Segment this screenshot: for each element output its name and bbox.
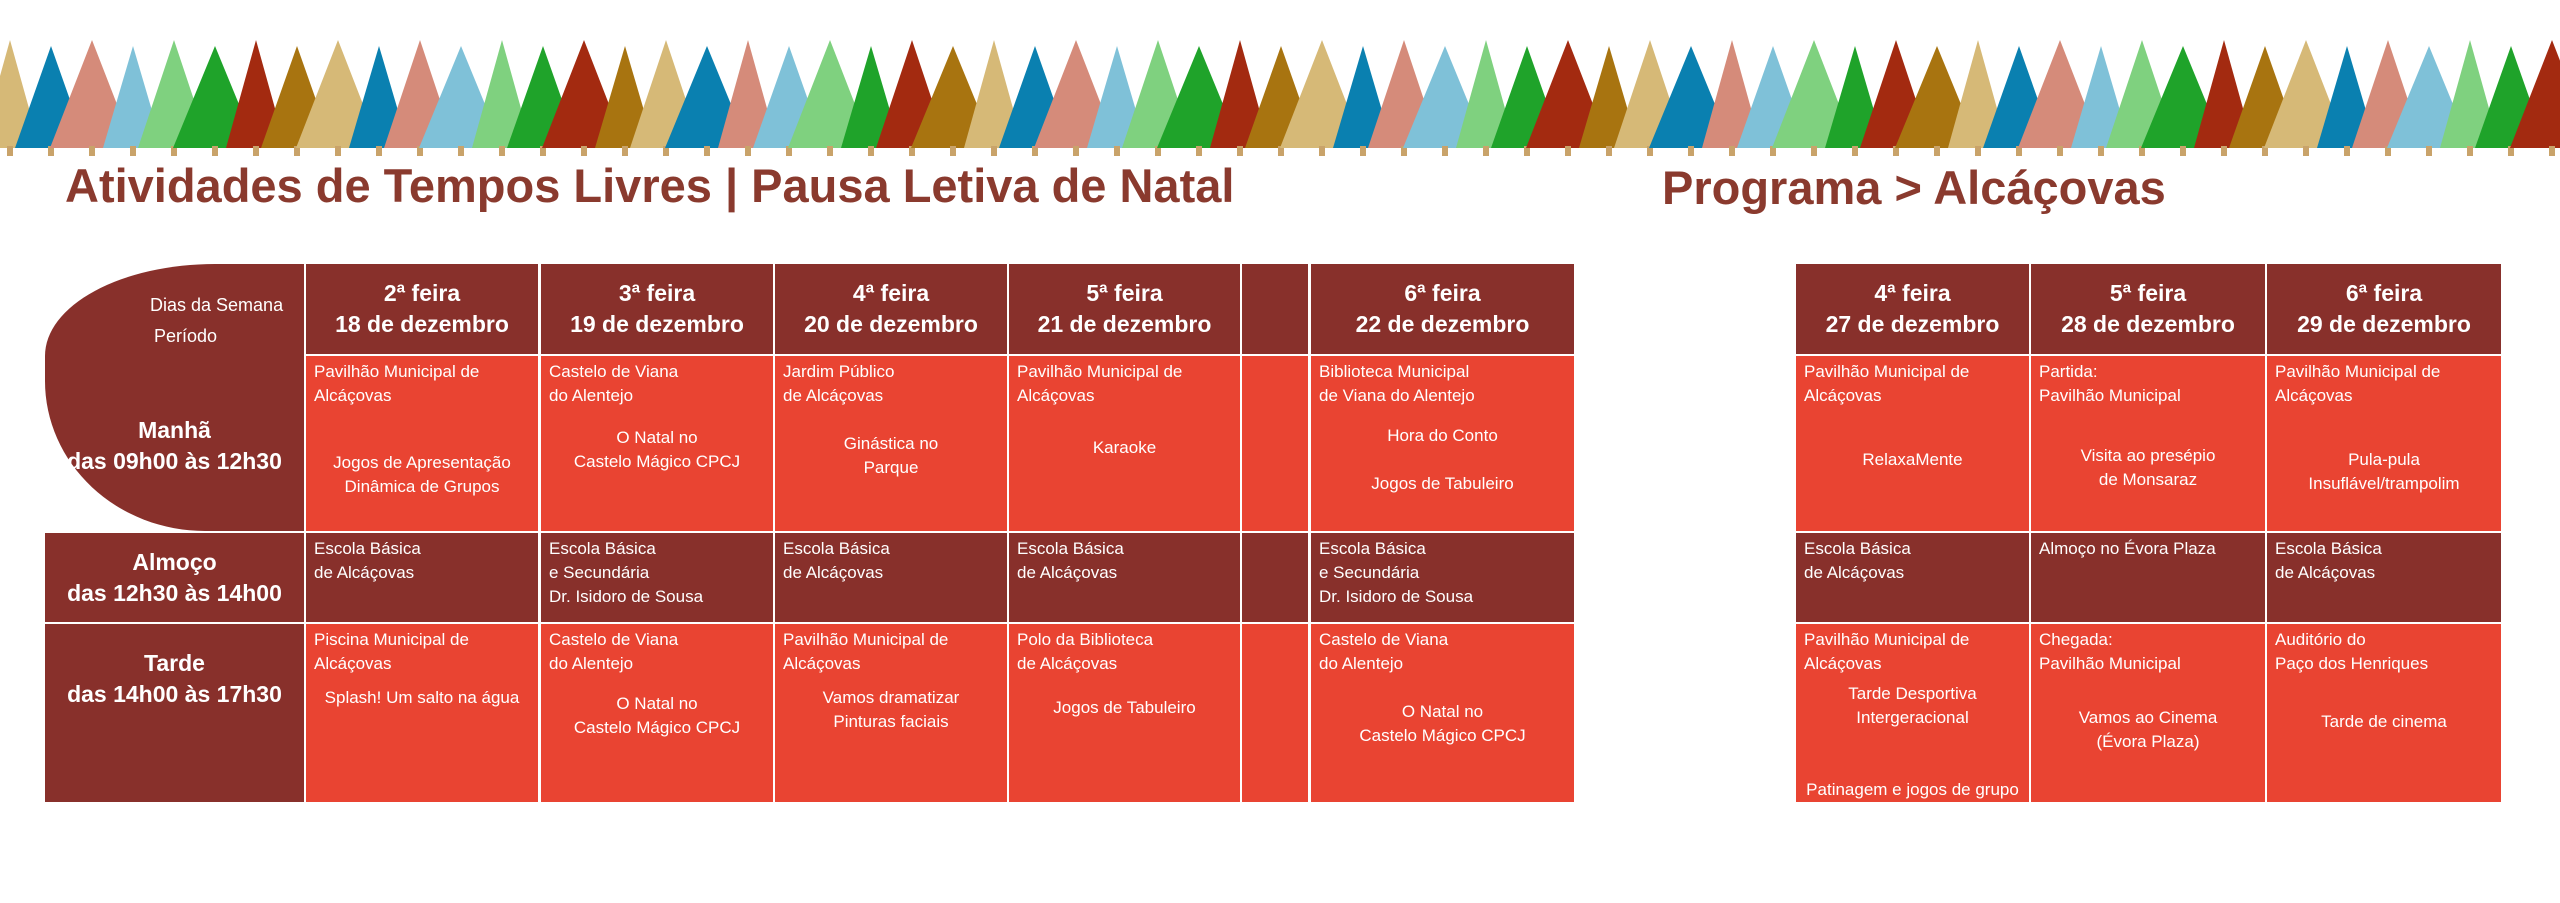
- activity-cell-manha: [2267, 356, 2501, 531]
- tree-trunk: [2426, 146, 2432, 156]
- weekday-label: 4ª feira: [852, 280, 930, 306]
- tree-trunk: [868, 146, 874, 156]
- activity-description: O Natal no Castelo Mágico CPCJ: [573, 428, 741, 471]
- activity-location: Escola Básica e Secundária Dr. Isidoro de Sousa: [1319, 539, 1474, 606]
- day-header: [2031, 264, 2265, 354]
- activity-location: Piscina Municipal de Alcáçovas: [314, 630, 469, 673]
- activity-cell-manha: [1796, 356, 2029, 531]
- activity-location: Escola Básica de Alcáçovas: [783, 539, 890, 582]
- tree-trunk: [2549, 146, 2555, 156]
- activity-cell-almoco: [2267, 533, 2501, 622]
- activity-description: Tarde de cinema: [2321, 712, 2447, 731]
- morning-name: Manhã: [138, 416, 211, 443]
- activity-description: Vamos dramatizar Pinturas faciais: [822, 688, 960, 731]
- tree-trunk: [2303, 146, 2309, 156]
- activity-cell-tarde: [775, 624, 1007, 802]
- tree-trunk: [335, 146, 341, 156]
- tree-trunk: [1483, 146, 1489, 156]
- activity-location: Pavilhão Municipal de Alcáçovas: [1804, 362, 1970, 405]
- activity-location: Escola Básica de Alcáçovas: [2275, 539, 2382, 582]
- activity-cell-tarde: [541, 624, 773, 802]
- activity-location: Pavilhão Municipal de Alcáçovas: [1017, 362, 1183, 405]
- tree-trunk: [130, 146, 136, 156]
- activity-description: Hora do Conto Jogos de Tabuleiro: [1371, 426, 1514, 493]
- tree-trunk: [991, 146, 997, 156]
- weekday-label: 6ª feira: [2345, 280, 2423, 306]
- activity-cell-tarde: [2031, 624, 2265, 802]
- tree-trunk: [1360, 146, 1366, 156]
- tree-trunk: [2344, 146, 2350, 156]
- activity-location: Auditório do Paço dos Henriques: [2275, 630, 2429, 673]
- activity-cell-tarde: [1009, 624, 1240, 802]
- activity-cell-tarde: [306, 624, 538, 802]
- christmas-tree-border: [0, 38, 2560, 158]
- activity-cell-almoco: [541, 533, 773, 622]
- activity-cell-almoco: [1009, 533, 1240, 622]
- activity-description: Splash! Um salto na água: [324, 688, 520, 707]
- tree-trunk: [2467, 146, 2473, 156]
- spacer-header: [1242, 264, 1308, 354]
- weekdays-label: Dias da Semana: [150, 295, 284, 315]
- tree-trunk: [1852, 146, 1858, 156]
- activity-location: Partida: Pavilhão Municipal: [2039, 362, 2181, 405]
- date-label: 27 de dezembro: [1825, 311, 2000, 337]
- activity-location: Almoço no Évora Plaza: [2039, 539, 2216, 558]
- activity-description: Jogos de Tabuleiro: [1053, 698, 1196, 717]
- activity-cell-manha: [775, 356, 1007, 531]
- tree-trunk: [704, 146, 710, 156]
- date-label: 29 de dezembro: [2297, 311, 2471, 337]
- tree-trunk: [2098, 146, 2104, 156]
- activity-location: Pavilhão Municipal de Alcáçovas: [314, 362, 480, 405]
- activity-cell-almoco: [306, 533, 538, 622]
- date-label: 22 de dezembro: [1355, 311, 1530, 337]
- activity-cell-almoco: [1311, 533, 1574, 622]
- tree-trunk: [1688, 146, 1694, 156]
- weekday-label: 6ª feira: [1404, 280, 1481, 306]
- weekday-label: 2ª feira: [383, 280, 461, 306]
- date-label: 20 de dezembro: [804, 311, 978, 337]
- day-header: [2267, 264, 2501, 354]
- tree-trunk: [622, 146, 628, 156]
- activity-cell-manha: [541, 356, 773, 531]
- spacer-afternoon: [1242, 624, 1308, 802]
- program-title: Programa > Alcáçovas: [1662, 161, 2166, 214]
- day-header: [1311, 264, 1574, 354]
- activity-cell-almoco: [1796, 533, 2029, 622]
- activity-location: Pavilhão Municipal de Alcáçovas: [1804, 630, 1970, 673]
- activity-description: Tarde Desportiva Intergeracional Patinagem e jogos de grupo: [1806, 684, 2019, 799]
- activity-location: Castelo de Viana do Alentejo: [1319, 630, 1449, 673]
- activity-cell-manha: [2031, 356, 2265, 531]
- activity-description: O Natal no Castelo Mágico CPCJ: [1359, 702, 1526, 745]
- activity-cell-tarde: [2267, 624, 2501, 802]
- activity-location: Pavilhão Municipal de Alcáçovas: [783, 630, 949, 673]
- day-header: [306, 264, 538, 354]
- activity-cell-manha: [1009, 356, 1240, 531]
- row-label-morning: [45, 356, 304, 531]
- tree-trunk: [2180, 146, 2186, 156]
- tree-trunk: [950, 146, 956, 156]
- activity-description: RelaxaMente: [1862, 450, 1963, 469]
- tree-trunk: [212, 146, 218, 156]
- tree-trunk: [1442, 146, 1448, 156]
- activity-location: Escola Básica de Alcáçovas: [1017, 539, 1124, 582]
- tree-trunk: [89, 146, 95, 156]
- activity-location: Escola Básica de Alcáçovas: [314, 539, 421, 582]
- afternoon-name: Tarde: [144, 650, 205, 676]
- tree-trunk: [458, 146, 464, 156]
- weekday-label: 5ª feira: [2109, 280, 2187, 306]
- activity-location: Polo da Biblioteca de Alcáçovas: [1017, 630, 1154, 673]
- activity-description: O Natal no Castelo Mágico CPCJ: [573, 694, 741, 737]
- page-title: Atividades de Tempos Livres | Pausa Letiva de Natal: [65, 159, 1235, 212]
- corner-labels: [150, 290, 283, 352]
- weekday-label: 4ª feira: [1874, 280, 1951, 306]
- activity-cell-almoco: [775, 533, 1007, 622]
- activity-location: Chegada: Pavilhão Municipal: [2039, 630, 2181, 673]
- spacer-lunch: [1242, 533, 1308, 622]
- tree-trunk: [7, 146, 13, 156]
- day-header: [1009, 264, 1240, 354]
- period-label: Período: [154, 326, 218, 346]
- weekday-label: 3ª feira: [618, 280, 696, 306]
- lunch-name: Almoço: [132, 548, 217, 575]
- activity-location: Biblioteca Municipal de Viana do Alentejo: [1319, 362, 1475, 405]
- tree-trunk: [1114, 146, 1120, 156]
- tree-trunk: [1606, 146, 1612, 156]
- tree-trunk: [1319, 146, 1325, 156]
- tree-trunk: [2057, 146, 2063, 156]
- date-label: 18 de dezembro: [335, 311, 509, 337]
- activity-description: Jogos de Apresentação Dinâmica de Grupos: [333, 453, 511, 496]
- afternoon-time: das 14h00 às 17h30: [67, 681, 282, 707]
- tree-trunk: [1196, 146, 1202, 156]
- tree-trunk: [1934, 146, 1940, 156]
- date-label: 21 de dezembro: [1037, 311, 1212, 337]
- activity-cell-almoco: [2031, 533, 2265, 622]
- tree-trunk: [581, 146, 587, 156]
- weekday-label: 5ª feira: [1086, 280, 1163, 306]
- activity-cell-tarde: [1311, 624, 1574, 802]
- tree-trunk: [745, 146, 751, 156]
- day-header: [1796, 264, 2029, 354]
- tree-trunk: [2221, 146, 2227, 156]
- spacer-morning: [1242, 356, 1308, 531]
- lunch-time: das 12h30 às 14h00: [67, 579, 282, 606]
- activity-location: Jardim Público de Alcáçovas: [783, 362, 895, 405]
- tree-trunk: [827, 146, 833, 156]
- activity-location: Escola Básica de Alcáçovas: [1804, 539, 1911, 582]
- day-header: [775, 264, 1007, 354]
- row-label-afternoon: [45, 624, 304, 802]
- activity-description: Visita ao presépio de Monsaraz: [2080, 446, 2216, 489]
- tree-trunk: [1811, 146, 1817, 156]
- row-label-lunch: [45, 533, 304, 622]
- date-label: 28 de dezembro: [2061, 311, 2235, 337]
- tree-trunk: [1975, 146, 1981, 156]
- tree-trunk: [253, 146, 259, 156]
- activity-description: Karaoke: [1092, 438, 1157, 457]
- tree-trunk: [376, 146, 382, 156]
- activity-description: Ginástica no Parque: [843, 434, 939, 477]
- activity-description: Pula-pula Insuflável/trampolim: [2308, 450, 2460, 493]
- activity-cell-manha: [306, 356, 538, 531]
- morning-time: das 09h00 às 12h30: [67, 447, 282, 474]
- activity-location: Escola Básica e Secundária Dr. Isidoro de Sousa: [549, 539, 704, 606]
- tree-trunk: [1729, 146, 1735, 156]
- tree-trunk: [1237, 146, 1243, 156]
- tree-trunk: [499, 146, 505, 156]
- activity-description: Vamos ao Cinema (Évora Plaza): [2078, 708, 2218, 751]
- activity-location: Castelo de Viana do Alentejo: [549, 362, 679, 405]
- date-label: 19 de dezembro: [570, 311, 744, 337]
- activity-cell-manha: [1311, 356, 1574, 531]
- activity-location: Pavilhão Municipal de Alcáçovas: [2275, 362, 2441, 405]
- day-header: [541, 264, 773, 354]
- tree-trunk: [1565, 146, 1571, 156]
- activity-location: Castelo de Viana do Alentejo: [549, 630, 679, 673]
- tree-trunk: [1073, 146, 1079, 156]
- activity-cell-tarde: [1796, 624, 2029, 802]
